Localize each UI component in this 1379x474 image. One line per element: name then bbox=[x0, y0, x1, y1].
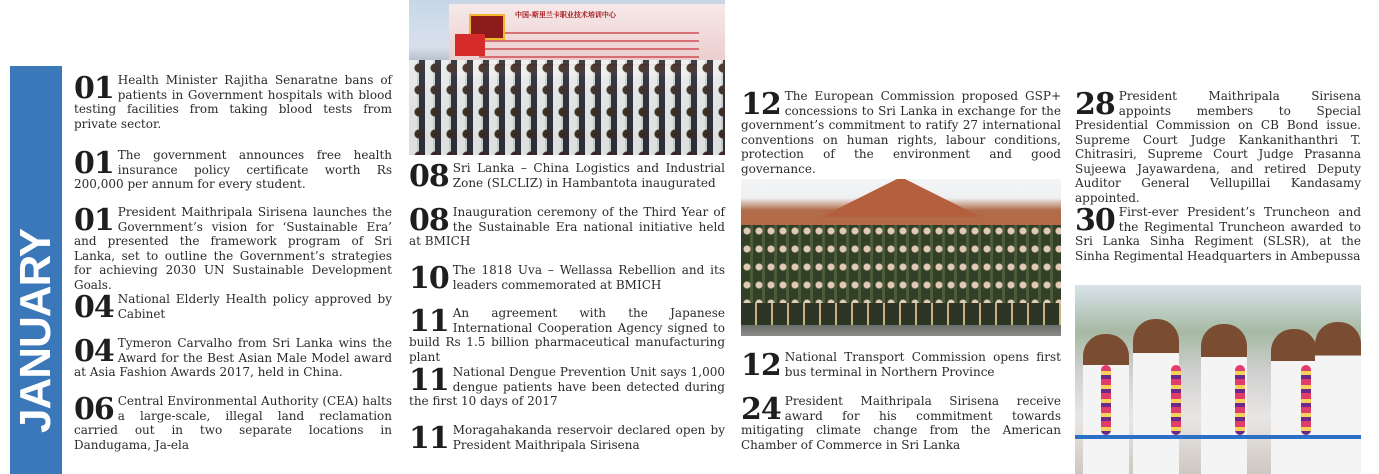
flower-garland bbox=[1171, 365, 1181, 435]
event-entry bbox=[409, 365, 725, 409]
person-figure bbox=[1315, 322, 1361, 474]
event-day: 04 bbox=[74, 290, 114, 325]
front-row-seated bbox=[741, 303, 1061, 325]
event-day: 08 bbox=[409, 159, 449, 194]
event-text: National Dengue Prevention Unit says 1,000 dengue patients have been detected during the first 10 days of 2017 bbox=[409, 365, 725, 408]
event-text: The European Commission proposed GSP+ concessions to Sri Lanka in exchange for the government’s commitment to ratify 27 international conventions on human rights, labour conditions, protection of the environment and good governance. bbox=[741, 89, 1061, 176]
event-text: President Maithripala Sirisena receive award for his commitment towards mitigating climate change from the American Chamber of Commerce in Sri Lanka bbox=[741, 394, 1061, 452]
event-entry bbox=[409, 205, 725, 249]
flower-garland bbox=[1101, 365, 1111, 435]
event-text: An agreement with the Japanese International Cooperation Agency signed to build Rs 1.5 billion pharmaceutical manufacturing plant bbox=[409, 306, 725, 364]
event-entry bbox=[409, 261, 725, 296]
event-text: Sri Lanka – China Logistics and Industrial Zone (SLCLIZ) in Hambantota inaugurated bbox=[452, 161, 725, 190]
event-entry bbox=[409, 421, 725, 456]
event-entry bbox=[741, 394, 1061, 452]
event-day: 11 bbox=[409, 421, 449, 456]
month-band bbox=[10, 66, 62, 474]
event-day: 01 bbox=[74, 203, 114, 238]
event-day: 01 bbox=[74, 71, 114, 106]
event-day: 08 bbox=[409, 203, 449, 238]
flower-garland bbox=[1301, 365, 1311, 435]
event-text: President Maithripala Sirisena launches the Government’s vision for ‘Sustainable Era’ and presented the framework program of Sri Lanka, set to outline the Government’s strategies for achieving 2030 UN Sustainable Development Goals. bbox=[74, 205, 392, 292]
event-text: Moragahakanda reservoir declared open by President Maithripala Sirisena bbox=[452, 423, 725, 452]
event-entry bbox=[741, 348, 1061, 383]
event-day: 10 bbox=[409, 261, 449, 296]
event-entry bbox=[1075, 89, 1361, 205]
banner-title: 中国-斯里兰卡职业技术培训中心 bbox=[515, 11, 616, 19]
event-text: Inauguration ceremony of the Third Year of the Sustainable Era national initiative held at BMICH bbox=[409, 205, 725, 248]
event-text: Tymeron Carvalho from Sri Lanka wins the Award for the Best Asian Male Model award at Asia Fashion Awards 2017, held in China. bbox=[74, 336, 392, 379]
event-text: Central Environmental Authority (CEA) halts a large-scale, illegal land reclamation carried out in two separate locations in Dandugama, Ja-ela bbox=[74, 394, 392, 452]
event-day: 12 bbox=[741, 87, 781, 122]
event-text: The government announces free health insurance policy certificate worth Rs 200,000 per annum for every student. bbox=[74, 148, 392, 191]
event-day: 11 bbox=[409, 304, 449, 339]
event-text: Health Minister Rajitha Senaratne bans of patients in Government hospitals with blood testing facilities from taking blood tests from private sector. bbox=[74, 73, 392, 131]
ribbon bbox=[1075, 435, 1361, 439]
event-entry bbox=[409, 159, 725, 194]
event-day: 30 bbox=[1075, 203, 1115, 238]
event-day: 11 bbox=[409, 363, 449, 398]
event-entry bbox=[74, 205, 392, 292]
event-day: 04 bbox=[74, 334, 114, 369]
ribbon-cutting-photo bbox=[1075, 285, 1361, 474]
event-day: 06 bbox=[74, 392, 114, 427]
event-entry bbox=[741, 89, 1061, 176]
vocational-center-group-photo bbox=[409, 0, 725, 155]
event-entry bbox=[74, 290, 392, 325]
event-day: 01 bbox=[74, 146, 114, 181]
group-of-people bbox=[409, 60, 725, 155]
month-label: JANUARY bbox=[11, 228, 60, 434]
event-text: First-ever President’s Truncheon and the Regimental Truncheon awarded to Sri Lanka Sinha Regiment (SLSR), at the Sinha Regimental Headquarters in Ambepussa bbox=[1075, 205, 1361, 263]
event-entry bbox=[74, 336, 392, 380]
event-day: 12 bbox=[741, 348, 781, 383]
event-text: President Maithripala Sirisena appoints members to Special Presidential Commission on CB Bond issue. Supreme Court Judge Kankanithanthri T. Chitrasiri, Supreme Court Judge Prasanna Sujeewa Jayawardena, and retired Deputy Auditor General Vellupillai Kandasamy appointed. bbox=[1075, 89, 1361, 205]
regiment-group-photo bbox=[741, 179, 1061, 336]
event-day: 24 bbox=[741, 392, 781, 427]
china-flag-icon bbox=[455, 34, 485, 56]
building-roof bbox=[821, 179, 981, 217]
event-entry bbox=[74, 148, 392, 192]
event-entry bbox=[1075, 205, 1361, 263]
event-entry bbox=[409, 306, 725, 364]
flower-garland bbox=[1235, 365, 1245, 435]
event-text: National Elderly Health policy approved by Cabinet bbox=[117, 292, 392, 321]
event-text: National Transport Commission opens first bus terminal in Northern Province bbox=[784, 350, 1061, 379]
event-day: 28 bbox=[1075, 87, 1115, 122]
event-text: The 1818 Uva – Wellassa Rebellion and its leaders commemorated at BMICH bbox=[452, 263, 725, 292]
event-entry bbox=[74, 394, 392, 452]
event-entry bbox=[74, 73, 392, 131]
